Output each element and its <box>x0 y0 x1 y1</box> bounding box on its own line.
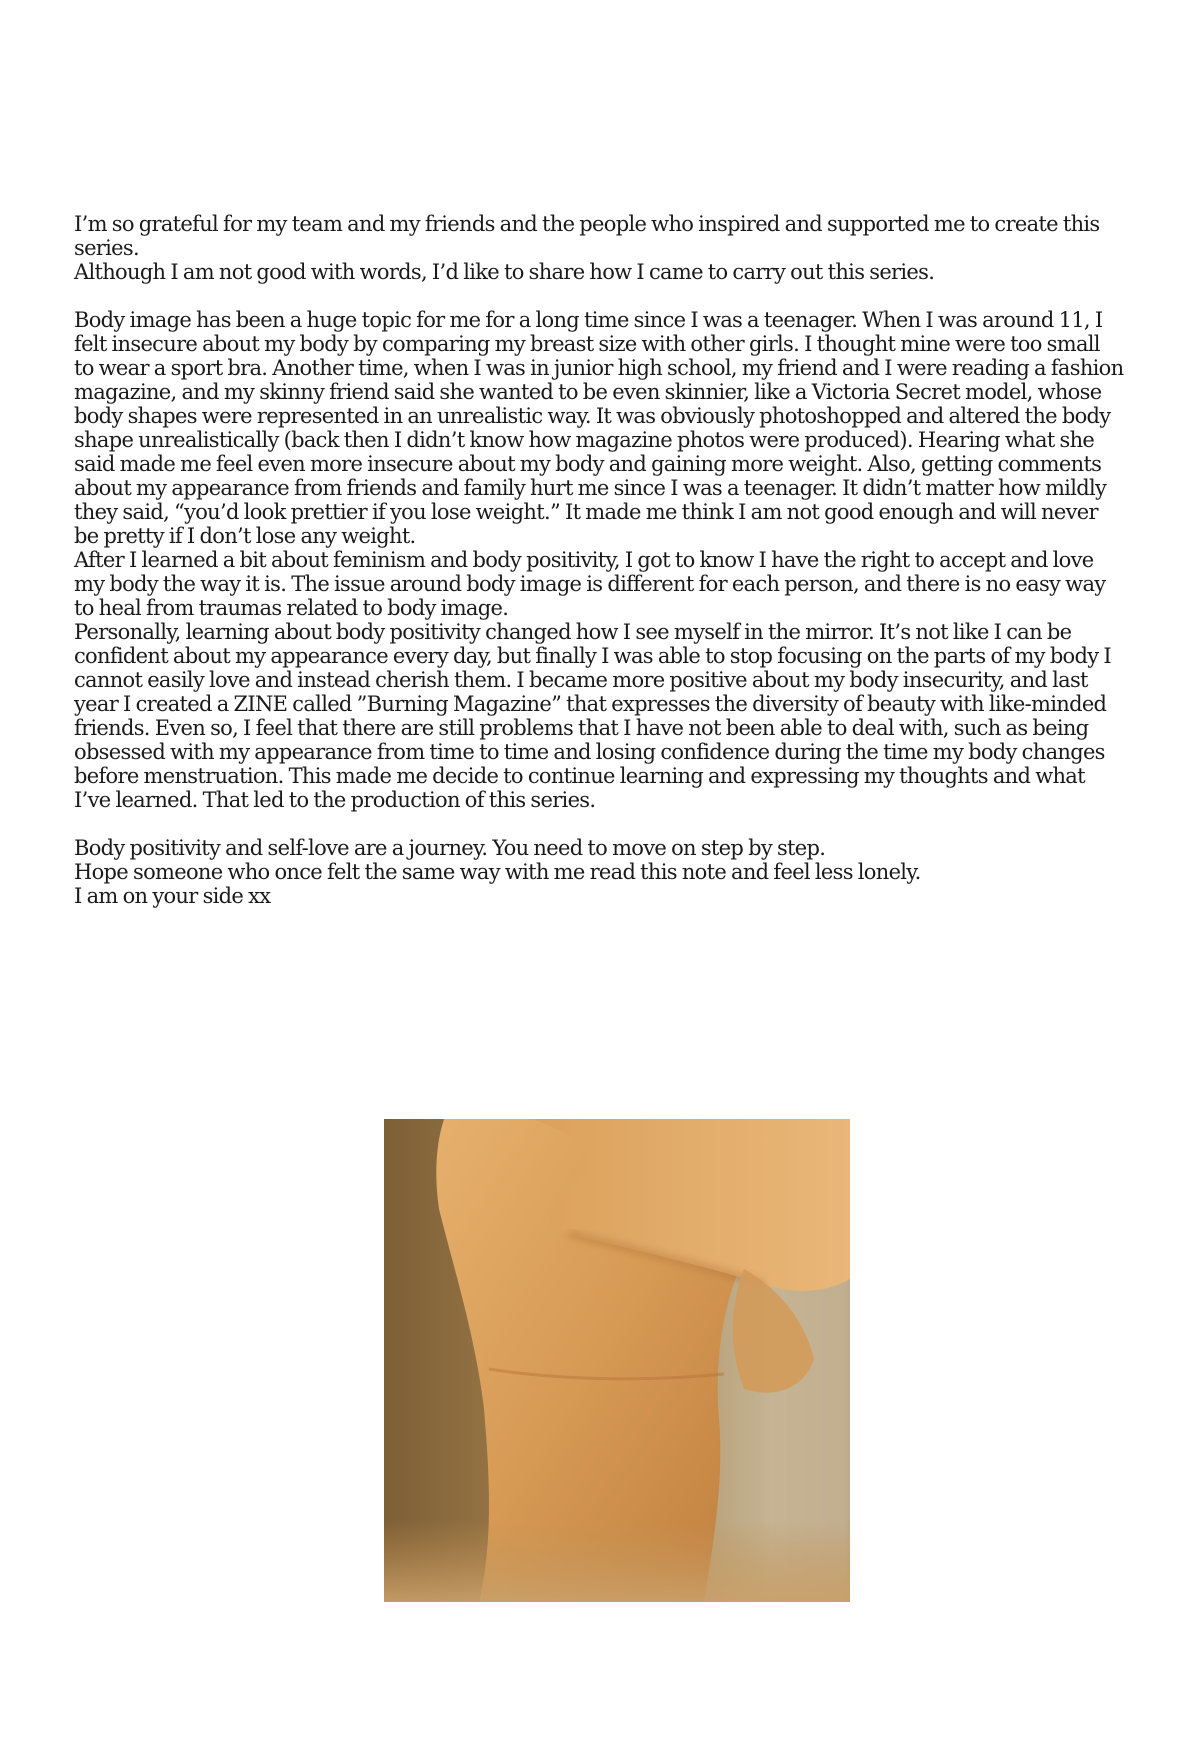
paragraph-gap <box>74 284 1124 308</box>
note-text <box>74 212 1124 908</box>
body-paragraph-2: After I learned a bit about feminism and body positivity, I got to know I have the right to accept and love my body the way it is. The issue around body image is different for each person, and there is no easy way to heal from traumas related to body image. <box>74 548 1106 620</box>
closing-line-2: Hope someone who once felt the same way with me read this note and feel less lonely. <box>74 860 921 884</box>
intro-paragraph-2: Although I am not good with words, I’d like to share how I came to carry out this series. <box>74 260 935 284</box>
photo-illustration <box>384 1119 850 1602</box>
body-paragraph-1: Body image has been a huge topic for me for a long time since I was a teenager. When I was around 11, I felt insecure about my body by comparing my breast size with other girls. I thought mine were too small to wear a sport bra. Another time, when I was in junior high school, my friend and I were reading a fashion magazine, and my skinny friend said she wanted to be even skinnier, like a Victoria Secret model, whose body shapes were represented in an unrealistic way. It was obviously photoshopped and altered the body shape unrealistically (back then I didn’t know how magazine photos were produced). Hearing what she said made me feel even more insecure about my body and gaining more weight. Also, getting comments about my appearance from friends and family hurt me since I was a teenager. It didn’t matter how mildly they said, “you’d look prettier if you lose weight.” It made me think I am not good enough and will never be pretty if I don’t lose any weight. <box>74 308 1124 548</box>
closing-line-1: Body positivity and self-love are a journey. You need to move on step by step. <box>74 836 826 860</box>
photo-bottom-blur <box>384 1519 850 1602</box>
body-paragraph-3: Personally, learning about body positivity changed how I see myself in the mirror. It’s not like I can be confident about my appearance every day, but finally I was able to stop focusing on the parts of my body I cannot easily love and instead cherish them. I became more positive about my body insecurity, and last year I created a ZINE called ”Burning Magazine” that expresses the diversity of beauty with like-minded friends. Even so, I feel that there are still problems that I have not been able to deal with, such as being obsessed with my appearance from time to time and losing confidence during the time my body changes before menstruation. This made me decide to continue learning and expressing my thoughts and what I’ve learned. That led to the production of this series. <box>74 620 1111 812</box>
intro-paragraph-1: I’m so grateful for my team and my friends and the people who inspired and supported me to create this series. <box>74 212 1100 260</box>
photo-torso <box>384 1119 850 1602</box>
closing-line-3: I am on your side xx <box>74 884 271 908</box>
paragraph-gap <box>74 812 1124 836</box>
